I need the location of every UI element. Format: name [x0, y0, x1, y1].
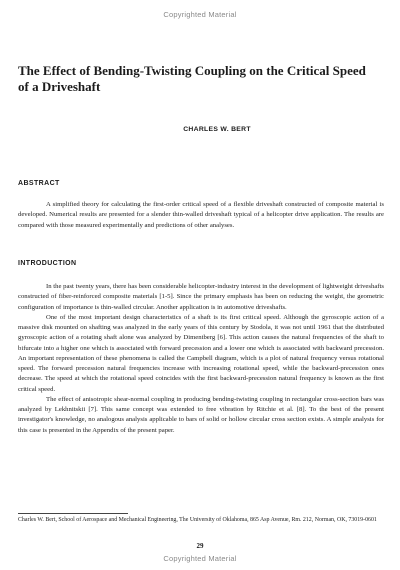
introduction-paragraph-3: The effect of anisotropic shear-normal coupling in producing bending-twisting coupling in rectangular cross-section bars was analyzed by Lekhnitskii [7]. This same concept was extended to free vibration by Ritchie et al. [8]. To the best of the present investigator's knowledge, no analogous analysis applicable to bars of solid or hollow circular cross section exists. A simple analysis for this case is presented in the Appendix of the present paper.: [18, 395, 384, 434]
author-affiliation-footnote: Charles W. Bert, School of Aerospace and Mechanical Engineering, The University of Oklahoma, 865 Asp Avenue, Rm. 212, Norman, OK, 73019-0601: [18, 517, 377, 523]
page-number: 29: [196, 542, 204, 550]
watermark-bottom: Copyrighted Material: [163, 554, 237, 563]
introduction-paragraph-2: One of the most important design characteristics of a shaft is its first critical speed. Although the gyroscopic action of a massive disk mounted on shafting was analyzed in the early years of this century by Stodola, it was not until 1961 that the distributed gyroscopic action of a rotating shaft alone was analyzed by Dimentberg [6]. This action causes the natural frequencies of the shaft to bifurcate into a higher one which is associated with forward precession and a lower one which is associated with backward precession. An important representation of these phenomena is called the Campbell diagram, which is a plot of natural frequency versus rotational speed. The forward precession natural frequencies increase with increasing rotational speed, while the backward-precession ones decrease. The speed at which the rotational speed coincides with the first backward-precession natural frequency is known as the first critical speed.: [18, 313, 384, 393]
paper-title: The Effect of Bending-Twisting Coupling on the Critical Speed of a Driveshaft: [18, 63, 366, 94]
introduction-body: [18, 282, 384, 436]
abstract-heading: ABSTRACT: [18, 180, 60, 187]
abstract-body: [18, 200, 384, 231]
footnote-divider: [18, 513, 128, 514]
introduction-paragraph-1: In the past twenty years, there has been considerable helicopter-industry interest in the development of lightweight driveshafts constructed of fiber-reinforced composite materials [1-5]. Since the primary emphasis has been on reducing the weight, the geometric configuration of importance is thin-walled circular. Another application is in automotive driveshafts.: [18, 283, 384, 311]
abstract-paragraph: A simplified theory for calculating the first-order critical speed of a flexible driveshaft constructed of composite material is developed. Numerical results are presented for a slender thin-walled driveshaft typical of a helicopter drive application. The results are compared with those measured experimentally and predictions of other analyses.: [18, 201, 384, 229]
watermark-top: Copyrighted Material: [163, 10, 237, 19]
author-name: CHARLES W. BERT: [183, 126, 251, 133]
introduction-heading: INTRODUCTION: [18, 260, 77, 267]
